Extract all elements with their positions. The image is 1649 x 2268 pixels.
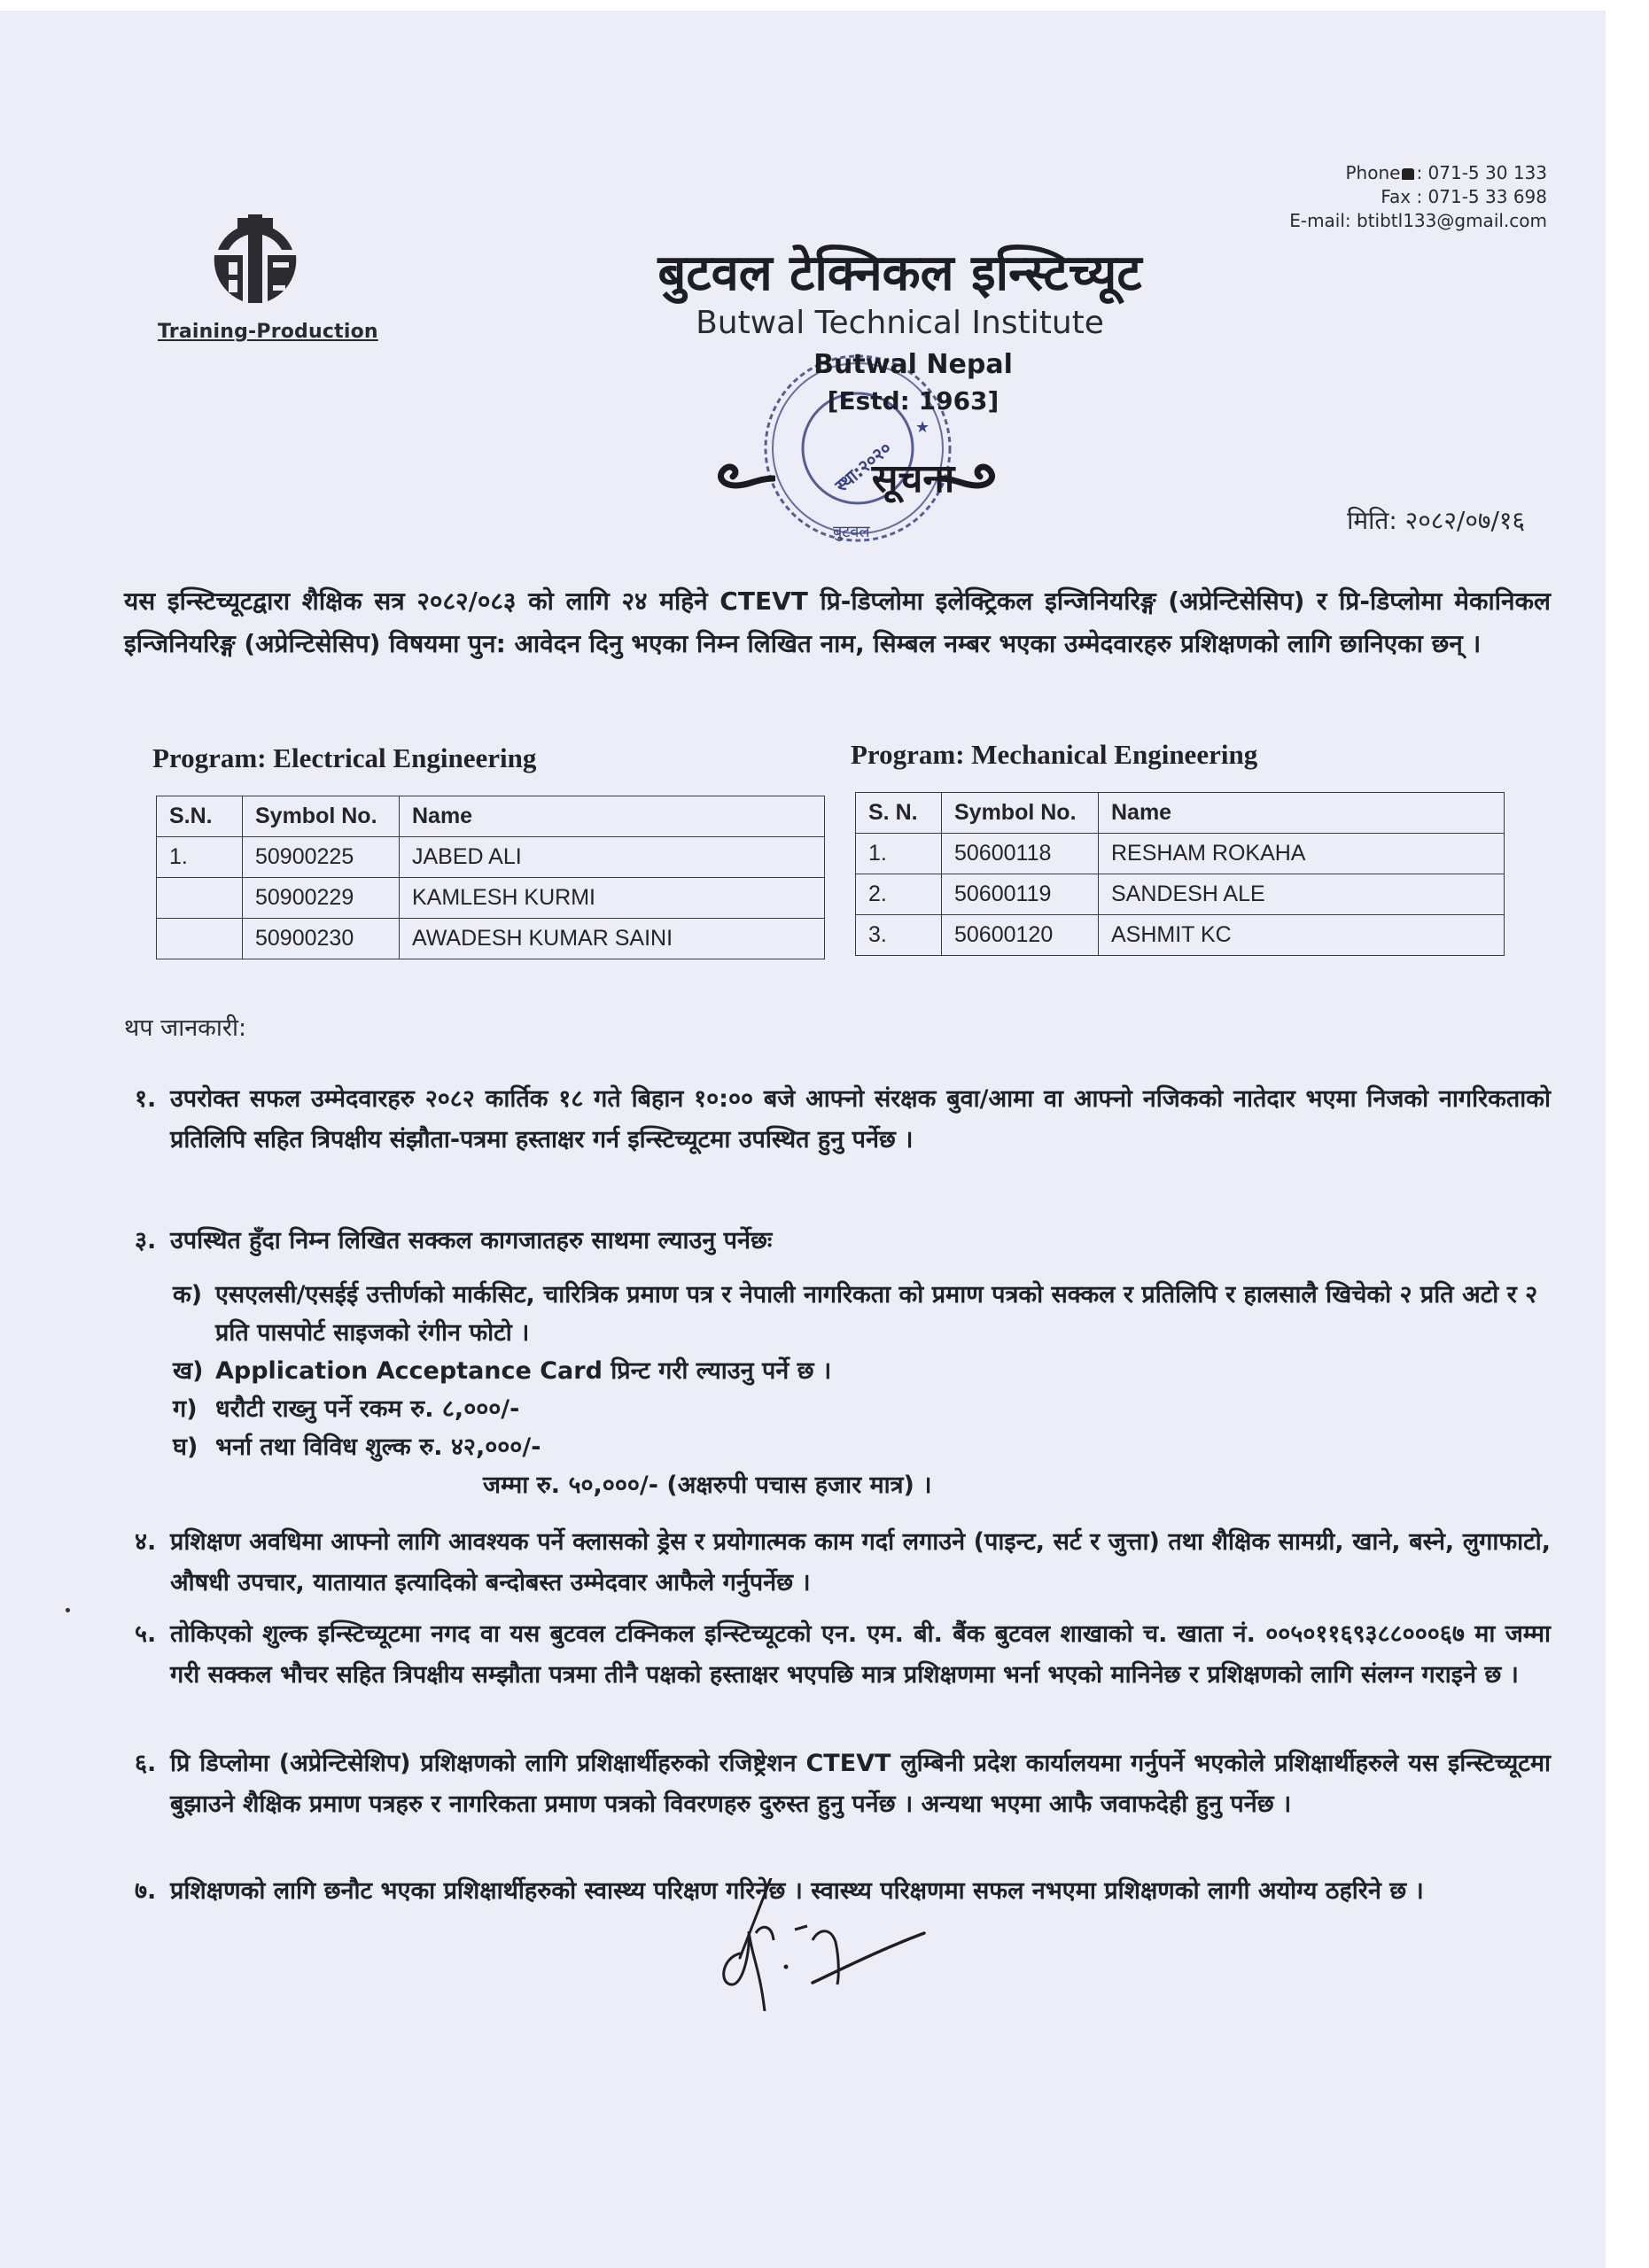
- table-row: [856, 834, 1505, 874]
- right-ornament-icon: [937, 459, 1000, 494]
- program-title-mechanical: Program: Mechanical Engineering: [851, 739, 1258, 770]
- item-text: Application Acceptance Card प्रिन्ट गरी ल्याउनु पर्ने छ ।: [215, 1357, 832, 1385]
- info-item-6: [135, 1744, 1551, 1825]
- svg-text:बुटवल: बुटवल: [833, 523, 870, 541]
- item-number: ५.: [135, 1620, 157, 1648]
- col-header-symbol: Symbol No.: [942, 793, 1099, 834]
- item-text: तोकिएको शुल्क इन्स्टिच्यूटमा नगद वा यस बुटवल टक्निकल इन्स्टिच्यूटको एन. एम. बी. बैंक बुटवल शाखाको च. खाता नं. ००५०११६९३८८०००६७ मा जम्मा गरी सक्कल भौचर सहित त्रिपक्षीय सम्झौता पत्रमा तीनै पक्षको हस्ताक्षर भएपछि मात्र प्रशिक्षणमा भर्ना भएको मानिनेछ र प्रशिक्षणको लागि संलग्न गराइने छ ।: [170, 1620, 1551, 1689]
- info-item-1: [135, 1079, 1551, 1161]
- cell-name: JABED ALI: [400, 837, 825, 878]
- document-item: [173, 1352, 1551, 1390]
- info-item-5: [135, 1614, 1551, 1696]
- additional-info-heading: थप जानकारी:: [124, 1014, 247, 1042]
- required-documents-list: [173, 1276, 1551, 1504]
- cell-name: KAMLESH KURMI: [400, 878, 825, 919]
- svg-text:★: ★: [915, 418, 930, 437]
- cell-symbol: 50900229: [243, 878, 400, 919]
- phone-label: Phone: [1345, 162, 1401, 183]
- col-header-sn: S. N.: [856, 793, 942, 834]
- document-item: [173, 1390, 1551, 1428]
- item-text: धरौटी राख्नु पर्ने रकम रु. ८,०००/-: [215, 1395, 520, 1423]
- cell-symbol: 50900230: [243, 919, 400, 959]
- item-marker: घ): [173, 1433, 198, 1461]
- item-text: एसएलसी/एसईई उत्तीर्णको मार्कसिट, चारित्रिक प्रमाण पत्र र नेपाली नागरिकता को प्रमाण पत्रको सक्कल र प्रतिलिपि र हालसालै खिचेको २ प्रति अटो र २ प्रति पासपोर्ट साइजको रंगीन फोटो ।: [215, 1281, 1538, 1347]
- contact-block: [1289, 161, 1547, 233]
- item-number: १.: [135, 1085, 157, 1113]
- notice-heading: सूचना: [871, 456, 955, 501]
- cell-sn: 1.: [856, 834, 942, 874]
- item-number: ४.: [135, 1528, 157, 1556]
- col-header-name: Name: [400, 796, 825, 837]
- item-text: भर्ना तथा विविध शुल्क रु. ४२,०००/-: [215, 1433, 541, 1461]
- institute-name-english: Butwal Technical Institute: [696, 305, 1104, 341]
- cell-name: SANDESH ALE: [1099, 874, 1505, 915]
- institute-location: Butwal Nepal: [813, 349, 1013, 380]
- item-text: उपरोक्त सफल उम्मेदवारहरु २०८२ कार्तिक १८ गते बिहान १०:०० बजे आफ्नो संरक्षक बुवा/आमा वा आफ्नो नजिकको नातेदार भएमा निजको नागरिकताको प्रतिलिपि सहित त्रिपक्षीय संझौता-पत्रमा हस्ताक्षर गर्न इन्स्टिच्यूटमा उपस्थित हुनु पर्नेछ ।: [170, 1085, 1551, 1153]
- scan-speck: [66, 1608, 70, 1612]
- cell-name: RESHAM ROKAHA: [1099, 834, 1505, 874]
- table-header-row: [856, 793, 1505, 834]
- handwritten-signature: [722, 1878, 926, 2011]
- item-marker: ग): [173, 1395, 198, 1423]
- cell-symbol: 50900225: [243, 837, 400, 878]
- table-header-row: [157, 796, 825, 837]
- fee-total: जम्मा रु. ५०,०००/- (अक्षरुपी पचास हजार मात्र) ।: [483, 1472, 932, 1499]
- svg-text:स्था:२०२०: स्था:२०२०: [830, 437, 896, 497]
- item-marker: ख): [173, 1357, 204, 1385]
- document-item: [173, 1276, 1551, 1352]
- item-text: प्रशिक्षणको लागि छनौट भएका प्रशिक्षार्थीहरुको स्वास्थ्य परिक्षण गरिनेछ । स्वास्थ्य परिक्षणमा सफल नभएमा प्रशिक्षणको लागी अयोग्य ठहरिने छ ।: [170, 1877, 1424, 1905]
- cell-sn: [157, 919, 243, 959]
- phone-line: [1289, 161, 1547, 185]
- table-row: [856, 874, 1505, 915]
- table-row: [157, 919, 825, 959]
- item-number: ६.: [135, 1750, 157, 1777]
- email-line: E-mail: btibtl133@gmail.com: [1289, 210, 1547, 231]
- program-title-electrical: Program: Electrical Engineering: [152, 742, 537, 773]
- cell-sn: [157, 878, 243, 919]
- cell-sn: 3.: [856, 915, 942, 956]
- item-text: उपस्थित हुँदा निम्न लिखित सक्कल कागजातहरु साथमा ल्याउनु पर्नेछः: [170, 1227, 773, 1254]
- col-header-symbol: Symbol No.: [243, 796, 400, 837]
- fax-line: Fax : 071-5 33 698: [1381, 186, 1547, 207]
- item-number: ३.: [135, 1227, 157, 1254]
- cell-sn: 2.: [856, 874, 942, 915]
- cell-symbol: 50600118: [942, 834, 1099, 874]
- mechanical-selection-table: [855, 792, 1505, 956]
- info-item-3: [135, 1221, 1551, 1262]
- established-year: [Estd: 1963]: [827, 386, 1000, 416]
- cell-name: AWADESH KUMAR SAINI: [400, 919, 825, 959]
- cell-sn: 1.: [157, 837, 243, 878]
- table-row: [157, 878, 825, 919]
- item-text: प्रि डिप्लोमा (अप्रेन्टिसेशिप) प्रशिक्षणको लागि प्रशिक्षार्थीहरुको रजिष्ट्रेशन CTEVT लुम्बिनी प्रदेश कार्यालयमा गर्नुपर्ने भएकोले प्रशिक्षार्थीहरुले यस इन्स्टिच्यूटमा बुझाउने शैक्षिक प्रमाण पत्रहरु र नागरिकता प्रमाण पत्रको विवरणहरु दुरुस्त हुनु पर्नेछ । अन्यथा भएमा आफै जवाफदेही हुनु पर्नेछ ।: [170, 1750, 1551, 1818]
- col-header-name: Name: [1099, 793, 1505, 834]
- cell-symbol: 50600120: [942, 915, 1099, 956]
- item-number: ७.: [135, 1877, 157, 1905]
- electrical-selection-table: [156, 796, 825, 959]
- table-row: [157, 837, 825, 878]
- phone-value: : 071-5 30 133: [1416, 162, 1547, 183]
- info-item-4: [135, 1522, 1551, 1604]
- notice-date: मिति: २०८२/०७/१६: [1347, 506, 1525, 535]
- institute-name-nepali: बुटवल टेक्निकल इन्स्टिच्यूट: [657, 245, 1142, 302]
- table-row: [856, 915, 1505, 956]
- cell-name: ASHMIT KC: [1099, 915, 1505, 956]
- item-text: प्रशिक्षण अवधिमा आफ्नो लागि आवश्यक पर्ने क्लासको ड्रेस र प्रयोगात्मक काम गर्दा लगाउने (पाइन्ट, सर्ट र जुत्ता) तथा शैक्षिक सामग्री, खाने, बस्ने, लुगाफाटो, औषधी उपचार, यातायात इत्यादिको बन्दोबस्त उम्मेदवार आफैले गर्नुपर्नेछ ।: [170, 1528, 1551, 1596]
- cell-symbol: 50600119: [942, 874, 1099, 915]
- logo-caption: Training-Production: [158, 321, 378, 343]
- document-item: [173, 1428, 1551, 1466]
- telephone-icon: [1402, 168, 1414, 180]
- item-marker: क): [173, 1281, 203, 1309]
- col-header-sn: S.N.: [157, 796, 243, 837]
- intro-paragraph: यस इन्स्टिच्यूटद्वारा शैक्षिक सत्र २०८२/०८३ को लागि २४ महिने CTEVT प्रि-डिप्लोमा इलेक्ट्रिकल इन्जिनियरिङ्ग (अप्रेन्टिसेसिप) र प्रि-डिप्लोमा मेकानिकल इन्जिनियरिङ्ग (अप्रेन्टिसेसिप) विषयमा पुन: आवेदन दिनु भएका निम्न लिखित नाम, सिम्बल नम्बर भएका उम्मेदवारहरु प्रशिक्षणको लागि छानिएका छन् ।: [124, 586, 1551, 658]
